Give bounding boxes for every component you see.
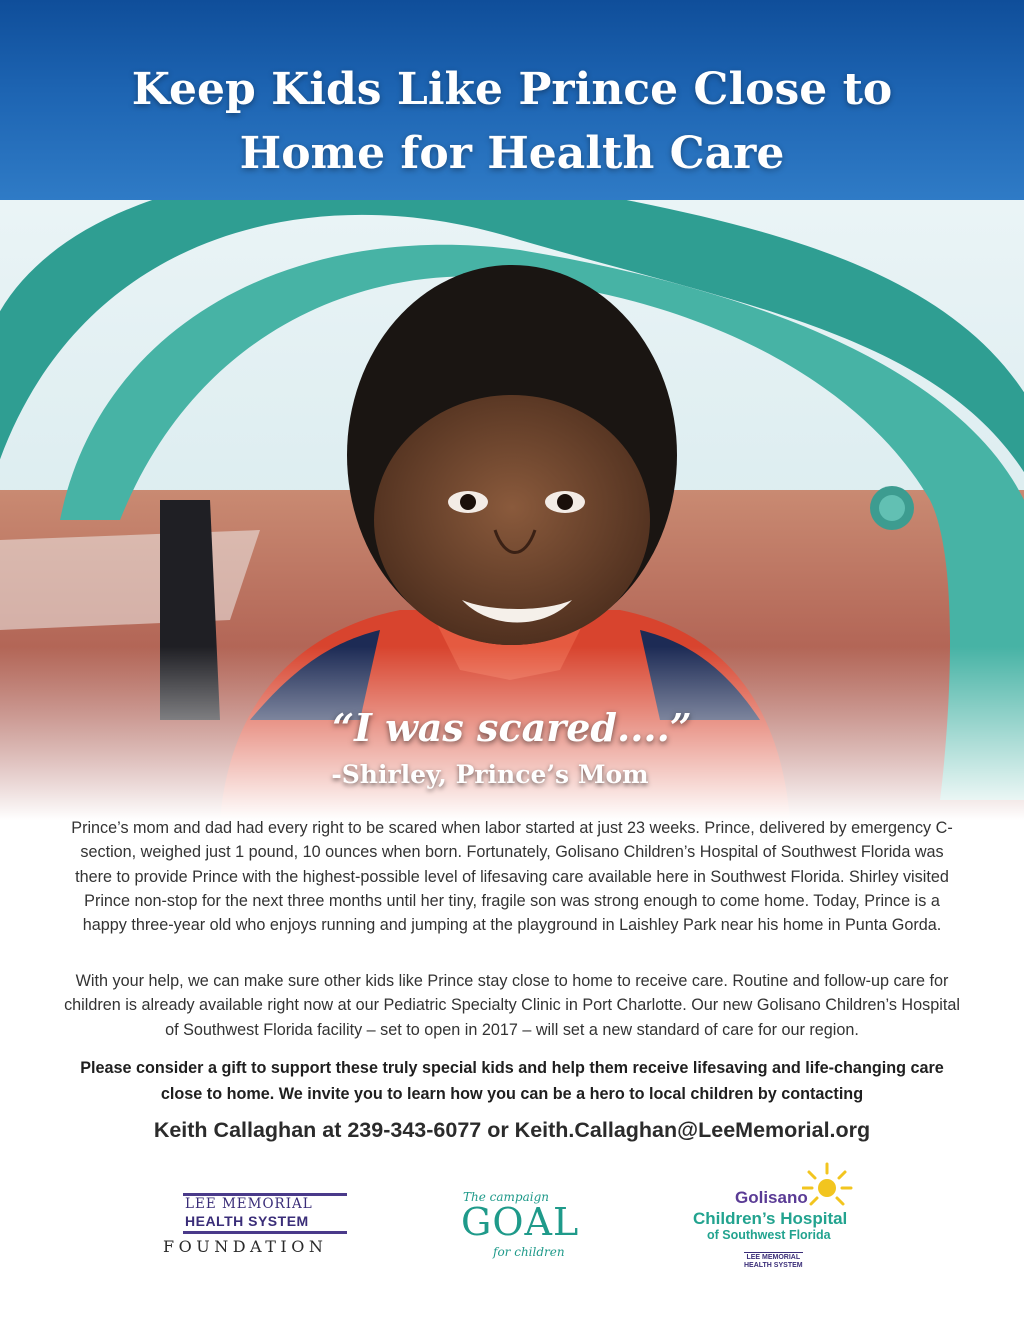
golisano-sub-line-1: LEE MEMORIAL bbox=[746, 1254, 801, 1261]
golisano-sub-line-2: HEALTH SYSTEM bbox=[744, 1261, 803, 1269]
golisano-logo-line-3: of Southwest Florida bbox=[707, 1228, 831, 1242]
goal-logo-tagline-top: The campaign bbox=[463, 1190, 549, 1204]
golisano-logo-sub bbox=[744, 1252, 803, 1269]
headline-line-1: Keep Kids Like Prince Close to bbox=[131, 64, 893, 115]
lmhs-logo-line-2: HEALTH SYSTEM bbox=[185, 1213, 309, 1229]
contact-line[interactable]: Keith Callaghan at 239-343-6077 or Keith.Callaghan@LeeMemorial.org bbox=[153, 1118, 871, 1142]
headline-line-2: Home for Health Care bbox=[239, 128, 785, 179]
quote-attribution: -Shirley, Prince’s Mom bbox=[331, 760, 649, 789]
golisano-hospital-logo bbox=[690, 1160, 870, 1270]
sun-icon bbox=[802, 1160, 862, 1216]
lee-memorial-foundation-logo bbox=[163, 1193, 351, 1257]
goal-logo-wordmark: GOAL bbox=[461, 1200, 580, 1244]
golisano-logo-name: Golisano bbox=[735, 1188, 808, 1207]
headline bbox=[0, 58, 1024, 186]
golisano-logo-line-2: Children’s Hospital bbox=[693, 1209, 848, 1228]
logo-rule-bottom bbox=[183, 1231, 347, 1234]
sub-rule bbox=[744, 1252, 803, 1253]
lmhs-logo-line-3: FOUNDATION bbox=[163, 1237, 328, 1256]
header-banner bbox=[0, 0, 1024, 200]
pull-quote: “I was scared....” bbox=[332, 705, 692, 750]
story-paragraph: Prince’s mom and dad had every right to be scared when labor started at just 23 weeks. Prince, delivered by emergency C-section, weighed just 1 pound, 10 ounces when born. Fortunately, Golisano Children’s Hospital of Southwest Florida was there to provide Prince with the highest-possible level of lifesaving care available here in Southwest Florida. Shirley visited Prince non-stop for the next three months until her tiny, fragile son was strong enough to come home. Today, Prince is a happy three-year old who enjoys running and jumping at the playground in Laishley Park near his home in Punta Gorda. bbox=[71, 819, 953, 935]
lmhs-logo-line-1: LEE MEMORIAL bbox=[185, 1196, 313, 1212]
help-paragraph: With your help, we can make sure other kids like Prince stay close to home to receive care. Routine and follow-up care for children is already available right now at our Pediatric Specialty Clinic in Port Charlotte. Our new Golisano Children’s Hospital of Southwest Florida facility – set to open in 2017 – will set a new standard of care for our region. bbox=[64, 972, 960, 1039]
campaign-goal-logo bbox=[455, 1190, 595, 1265]
donation-appeal: Please consider a gift to support these truly special kids and help them receive lifesaving and life-changing care close to home. We invite you to learn how you can be a hero to local children by contacting bbox=[80, 1059, 944, 1103]
goal-logo-tagline-bottom: for children bbox=[493, 1245, 565, 1259]
